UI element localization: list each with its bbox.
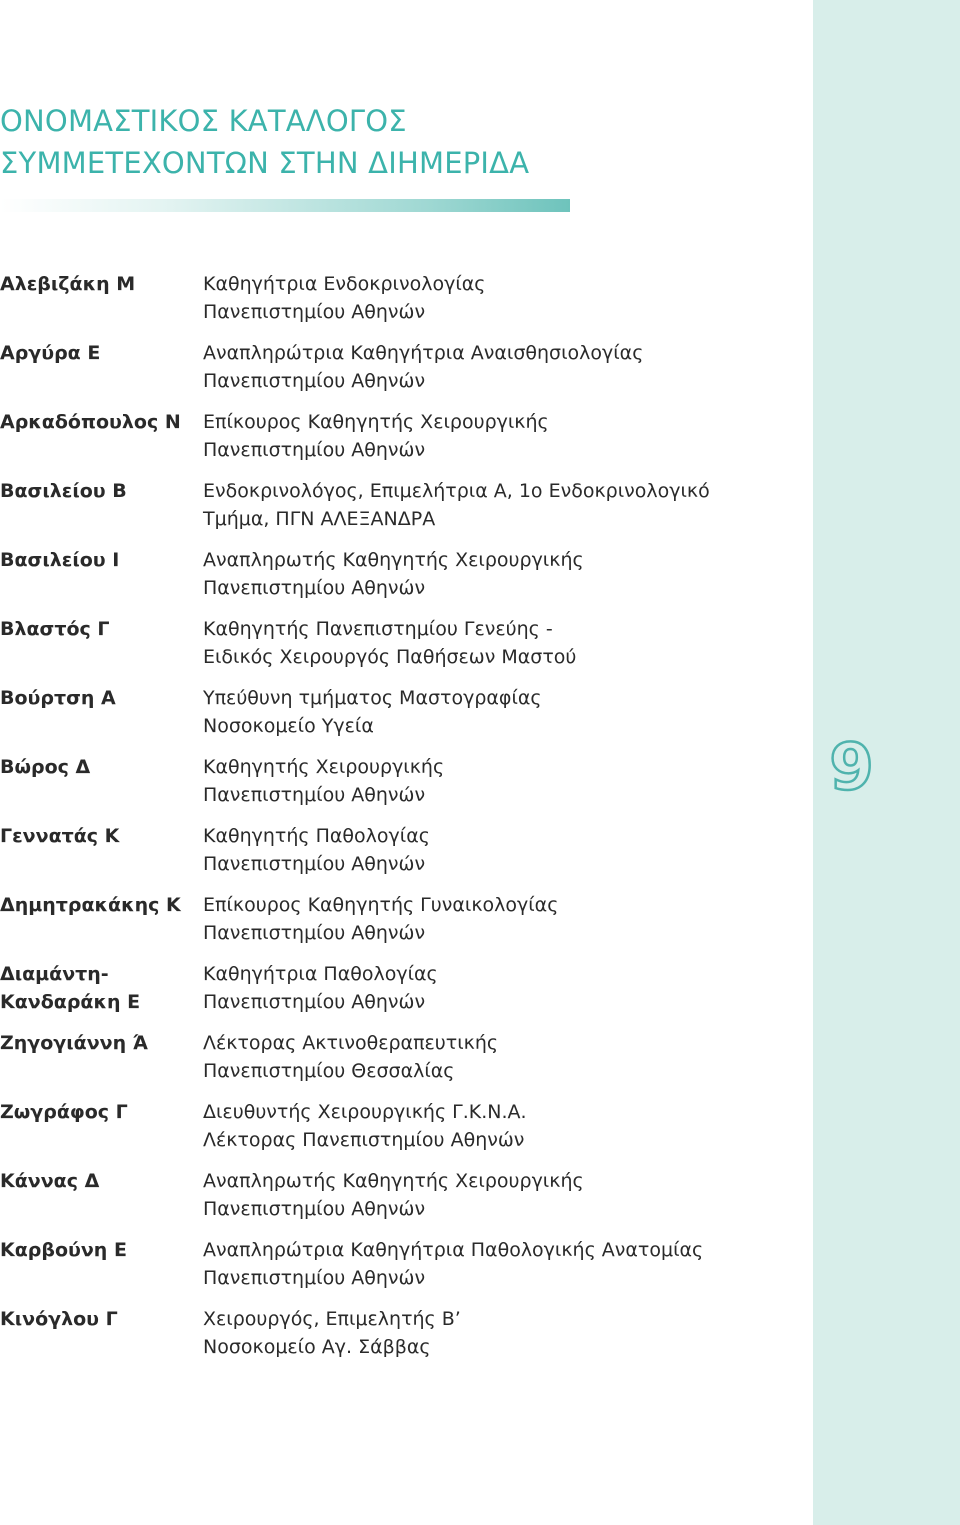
participant-name: Αλεβιζάκη Μ xyxy=(0,273,136,295)
participant-entry xyxy=(0,891,800,960)
participants-list xyxy=(0,270,800,1374)
participant-name: Αργύρα Ε xyxy=(0,342,101,364)
participant-entry xyxy=(0,1167,800,1236)
page-number: 9 xyxy=(829,731,874,805)
participant-entry xyxy=(0,960,800,1029)
participant-affiliation xyxy=(203,960,438,1016)
participant-name: Ζηγογιάννη Ά xyxy=(0,1032,148,1054)
participant-entry xyxy=(0,1305,800,1374)
affiliation-line-2: Πανεπιστημίου Αθηνών xyxy=(203,370,426,392)
participant-entry xyxy=(0,339,800,408)
participant-name: Καρβούνη Ε xyxy=(0,1239,127,1261)
affiliation-line-1: Καθηγήτρια Ενδοκρινολογίας xyxy=(203,273,486,295)
participant-name: Βλαστός Γ xyxy=(0,618,110,640)
participant-entry xyxy=(0,1098,800,1167)
participant-name: Γεννατάς Κ xyxy=(0,825,120,847)
title-underline-bar xyxy=(0,199,570,212)
affiliation-line-1: Αναπληρώτρια Καθηγήτρια Παθολογικής Ανατομίας xyxy=(203,1239,704,1261)
participant-entry xyxy=(0,822,800,891)
page-title-line-2: ΣΥΜΜΕΤΕΧΟΝΤΩΝ ΣΤΗΝ ΔΙΗΜΕΡΙΔΑ xyxy=(0,146,530,180)
participant-name: Βασιλείου Ι xyxy=(0,549,120,571)
affiliation-line-2: Πανεπιστημίου Αθηνών xyxy=(203,1267,426,1289)
participant-entry xyxy=(0,753,800,822)
participant-affiliation xyxy=(203,477,710,533)
participant-affiliation xyxy=(203,684,542,740)
participant-affiliation xyxy=(203,1098,527,1154)
participant-entry xyxy=(0,1029,800,1098)
participant-entry xyxy=(0,477,800,546)
participant-entry xyxy=(0,684,800,753)
participant-affiliation xyxy=(203,891,558,947)
participant-affiliation xyxy=(203,822,430,878)
participant-name: Ζωγράφος Γ xyxy=(0,1101,128,1123)
affiliation-line-1: Καθηγήτρια Παθολογίας xyxy=(203,963,438,985)
affiliation-line-1: Αναπληρωτής Καθηγητής Χειρουργικής xyxy=(203,1170,584,1192)
affiliation-line-1: Ενδοκρινολόγος, Επιμελήτρια Α, 1ο Ενδοκρινολογικό xyxy=(203,480,710,502)
affiliation-line-1: Λέκτορας Ακτινοθεραπευτικής xyxy=(203,1032,499,1054)
affiliation-line-1: Χειρουργός, Επιμελητής Β’ xyxy=(203,1308,461,1330)
participant-affiliation xyxy=(203,615,576,671)
affiliation-line-2: Πανεπιστημίου Αθηνών xyxy=(203,784,426,806)
affiliation-line-1: Διευθυντής Χειρουργικής Γ.Κ.Ν.Α. xyxy=(203,1101,527,1123)
participant-name: Κάννας Δ xyxy=(0,1170,100,1192)
affiliation-line-2: Πανεπιστημίου Θεσσαλίας xyxy=(203,1060,455,1082)
participant-name: Δημητρακάκης Κ xyxy=(0,894,181,916)
participant-affiliation xyxy=(203,753,444,809)
participant-name: Αρκαδόπουλος Ν xyxy=(0,411,181,433)
participant-affiliation xyxy=(203,546,584,602)
participant-affiliation xyxy=(203,1236,703,1292)
participant-entry xyxy=(0,546,800,615)
participant-entry xyxy=(0,270,800,339)
participant-entry xyxy=(0,408,800,477)
participant-affiliation xyxy=(203,1029,498,1085)
affiliation-line-1: Επίκουρος Καθηγητής Χειρουργικής xyxy=(203,411,549,433)
participant-entry xyxy=(0,615,800,684)
affiliation-line-2: Πανεπιστημίου Αθηνών xyxy=(203,991,426,1013)
participant-affiliation xyxy=(203,1305,461,1361)
participant-name: Βούρτση Α xyxy=(0,687,116,709)
affiliation-line-2: Ειδικός Χειρουργός Παθήσεων Μαστού xyxy=(203,646,577,668)
page-title xyxy=(0,100,529,184)
affiliation-line-1: Καθηγητής Παθολογίας xyxy=(203,825,430,847)
affiliation-line-2: Πανεπιστημίου Αθηνών xyxy=(203,577,426,599)
participant-affiliation xyxy=(203,339,643,395)
affiliation-line-1: Επίκουρος Καθηγητής Γυναικολογίας xyxy=(203,894,559,916)
participant-affiliation xyxy=(203,270,485,326)
affiliation-line-2: Πανεπιστημίου Αθηνών xyxy=(203,301,426,323)
affiliation-line-2: Πανεπιστημίου Αθηνών xyxy=(203,1198,426,1220)
affiliation-line-2: Λέκτορας Πανεπιστημίου Αθηνών xyxy=(203,1129,525,1151)
participant-name: Κινόγλου Γ xyxy=(0,1308,118,1330)
participant-entry xyxy=(0,1236,800,1305)
participant-name: Βασιλείου Β xyxy=(0,480,127,502)
affiliation-line-2: Νοσοκομείο Αγ. Σάββας xyxy=(203,1336,431,1358)
affiliation-line-1: Καθηγητής Χειρουργικής xyxy=(203,756,445,778)
affiliation-line-1: Καθηγητής Πανεπιστημίου Γενεύης - xyxy=(203,618,553,640)
affiliation-line-2: Πανεπιστημίου Αθηνών xyxy=(203,439,426,461)
affiliation-line-1: Υπεύθυνη τμήματος Μαστογραφίας xyxy=(203,687,542,709)
page-title-line-1: ΟΝΟΜΑΣΤΙΚΟΣ ΚΑΤΑΛΟΓΟΣ xyxy=(0,104,407,138)
affiliation-line-2: Νοσοκομείο Υγεία xyxy=(203,715,374,737)
affiliation-line-1: Αναπληρωτής Καθηγητής Χειρουργικής xyxy=(203,549,584,571)
affiliation-line-1: Αναπληρώτρια Καθηγήτρια Αναισθησιολογίας xyxy=(203,342,644,364)
participant-affiliation xyxy=(203,1167,584,1223)
affiliation-line-2: Τμήμα, ΠΓΝ ΑΛΕΞΑΝΔΡΑ xyxy=(203,508,436,530)
affiliation-line-2: Πανεπιστημίου Αθηνών xyxy=(203,853,426,875)
affiliation-line-2: Πανεπιστημίου Αθηνών xyxy=(203,922,426,944)
participant-affiliation xyxy=(203,408,549,464)
participant-name: Διαμάντη- Κανδαράκη Ε xyxy=(0,963,141,1013)
participant-name: Βώρος Δ xyxy=(0,756,91,778)
